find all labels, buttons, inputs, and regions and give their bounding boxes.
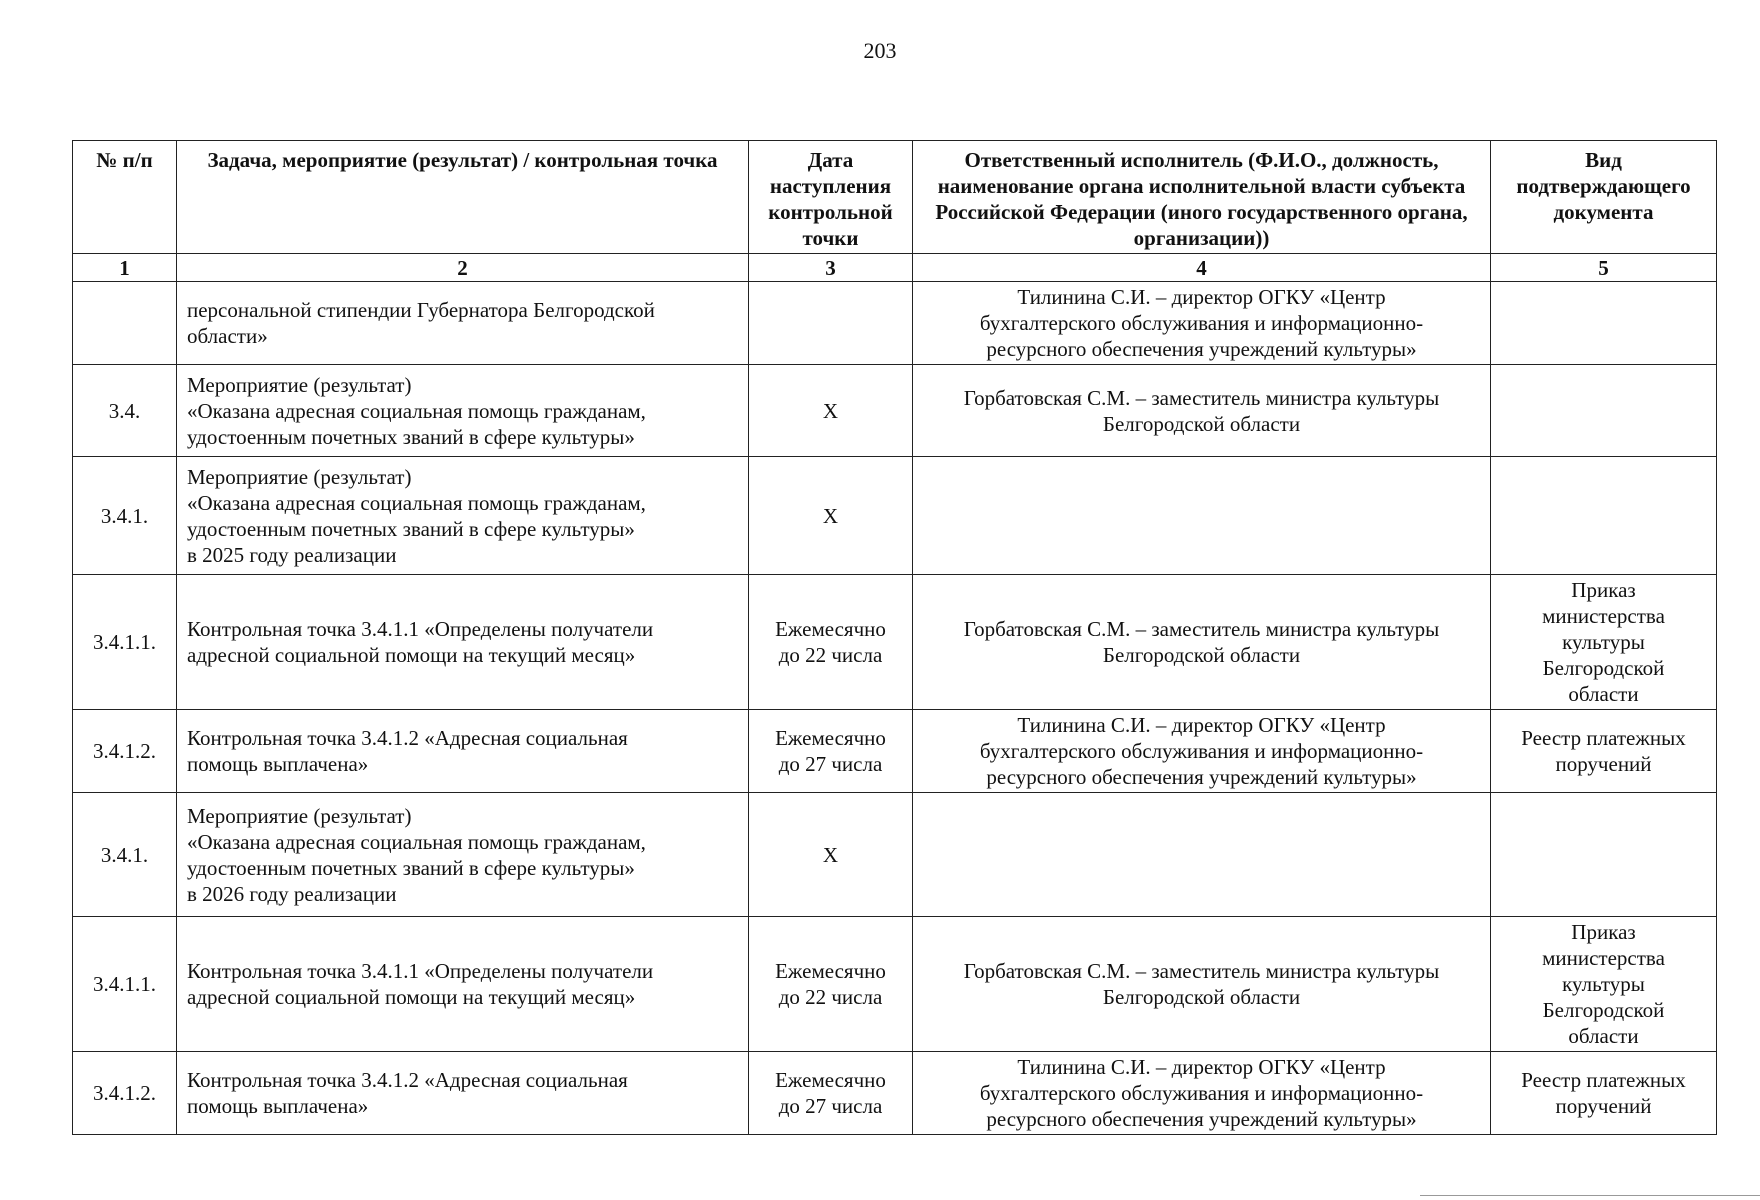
cell-task — [177, 365, 749, 457]
cell-date — [749, 710, 913, 793]
cell-number: 3.4.1.2. — [73, 1052, 177, 1135]
cell-task-line: Мероприятие (результат) — [187, 803, 412, 828]
column-number: 5 — [1491, 254, 1717, 282]
table-row — [73, 282, 1717, 365]
cell-document-line: Приказ — [1571, 578, 1636, 602]
cell-task-line: адресной социальной помощи на текущий месяц» — [187, 643, 636, 667]
cell-task-line: помощь выплачена» — [187, 1094, 369, 1118]
cell-task-line: Мероприятие (результат) — [187, 372, 412, 397]
cell-task — [177, 575, 749, 710]
cell-executor — [913, 457, 1491, 575]
cell-document-line: Реестр платежных — [1521, 726, 1686, 750]
cell-executor — [913, 710, 1491, 793]
cell-date-line: Ежемесячно — [775, 726, 886, 750]
cell-executor — [913, 917, 1491, 1052]
cell-document — [1491, 365, 1717, 457]
cell-number: 3.4.1.1. — [73, 575, 177, 710]
cell-document — [1491, 1052, 1717, 1135]
cell-date — [749, 793, 913, 917]
cell-number: 3.4.1. — [73, 457, 177, 575]
table-row — [73, 365, 1717, 457]
header-document: Вид подтверждающего документа — [1491, 141, 1717, 254]
cell-task-line: «Оказана адресная социальная помощь гражданам, — [187, 398, 646, 423]
cell-executor — [913, 793, 1491, 917]
scan-edge-line — [1420, 1195, 1760, 1196]
table-row — [73, 710, 1717, 793]
cell-task-line: Контрольная точка 3.4.1.2 «Адресная социальная — [187, 1068, 628, 1092]
plan-table — [72, 140, 1717, 1135]
cell-date — [749, 457, 913, 575]
cell-task — [177, 282, 749, 365]
cell-document-line: Приказ — [1571, 920, 1636, 944]
cell-task-line: персональной стипендии Губернатора Белгородской — [187, 298, 655, 322]
cell-document-line: Реестр платежных — [1521, 1068, 1686, 1092]
header-task: Задача, мероприятие (результат) / контрольная точка — [177, 141, 749, 254]
page-number: 203 — [863, 38, 897, 63]
table-row — [73, 457, 1717, 575]
cell-date-line: Ежемесячно — [775, 1068, 886, 1092]
cell-document-line: Белгородской — [1542, 998, 1665, 1022]
cell-executor-line: бухгалтерского обслуживания и информационно- — [979, 311, 1424, 335]
cell-task — [177, 793, 749, 917]
header-num: № п/п — [73, 141, 177, 254]
cell-document-line: культуры — [1562, 630, 1645, 654]
cell-executor-line: бухгалтерского обслуживания и информационно- — [979, 1081, 1424, 1105]
cell-task — [177, 917, 749, 1052]
cell-task-line: Контрольная точка 3.4.1.1 «Определены получатели — [187, 959, 654, 983]
cell-executor-line: ресурсного обеспечения учреждений культуры» — [986, 1107, 1417, 1131]
cell-executor-line: Белгородской области — [1102, 643, 1301, 667]
cell-date-line: Х — [822, 503, 839, 528]
cell-task-line: удостоенным почетных званий в сфере культуры» — [187, 516, 635, 541]
cell-task-line: Контрольная точка 3.4.1.1 «Определены получатели — [187, 617, 654, 641]
cell-date — [749, 575, 913, 710]
cell-document-line: Белгородской — [1542, 656, 1665, 680]
cell-task-line: в 2025 году реализации — [187, 542, 397, 567]
cell-document-line: области — [1568, 682, 1639, 706]
cell-document — [1491, 793, 1717, 917]
table-body — [73, 282, 1717, 1135]
cell-task — [177, 457, 749, 575]
cell-number: 3.4.1.1. — [73, 917, 177, 1052]
cell-document — [1491, 917, 1717, 1052]
cell-date-line: Х — [822, 842, 839, 867]
column-number-row — [73, 254, 1717, 282]
cell-executor-line: бухгалтерского обслуживания и информационно- — [979, 739, 1424, 763]
table-row — [73, 1052, 1717, 1135]
cell-document — [1491, 457, 1717, 575]
cell-executor-line: Горбатовская С.М. – заместитель министра культуры — [963, 617, 1440, 641]
table-row — [73, 917, 1717, 1052]
cell-task-line: Контрольная точка 3.4.1.2 «Адресная социальная — [187, 726, 628, 750]
cell-document — [1491, 710, 1717, 793]
cell-task — [177, 1052, 749, 1135]
cell-task-line: «Оказана адресная социальная помощь гражданам, — [187, 490, 646, 515]
cell-task-line: удостоенным почетных званий в сфере культуры» — [187, 855, 635, 880]
cell-document-line: культуры — [1562, 972, 1645, 996]
cell-number: 3.4. — [73, 365, 177, 457]
header-executor: Ответственный исполнитель (Ф.И.О., должность, наименование органа исполнительной власти субъекта Российской Федерации (иного государственного органа, организации)) — [913, 141, 1491, 254]
cell-document — [1491, 575, 1717, 710]
cell-date-line: до 22 числа — [778, 643, 883, 667]
cell-executor-line: ресурсного обеспечения учреждений культуры» — [986, 765, 1417, 789]
column-number: 4 — [913, 254, 1491, 282]
cell-date-line: до 27 числа — [778, 752, 883, 776]
cell-document-line: поручений — [1555, 752, 1652, 776]
cell-date — [749, 365, 913, 457]
cell-executor-line: Тилинина С.И. – директор ОГКУ «Центр — [1017, 285, 1386, 309]
cell-task-line: Мероприятие (результат) — [187, 464, 412, 489]
header-row — [73, 141, 1717, 254]
cell-document-line: министерства — [1542, 946, 1665, 970]
cell-executor-line: Белгородской области — [1102, 411, 1301, 436]
cell-executor-line: Тилинина С.И. – директор ОГКУ «Центр — [1017, 713, 1386, 737]
cell-task-line: удостоенным почетных званий в сфере культуры» — [187, 424, 635, 449]
table-row — [73, 575, 1717, 710]
cell-date-line: до 22 числа — [778, 985, 883, 1009]
column-number: 1 — [73, 254, 177, 282]
cell-number: 3.4.1.2. — [73, 710, 177, 793]
column-number: 3 — [749, 254, 913, 282]
cell-date — [749, 282, 913, 365]
cell-executor-line: Тилинина С.И. – директор ОГКУ «Центр — [1017, 1055, 1386, 1079]
column-number: 2 — [177, 254, 749, 282]
cell-date — [749, 1052, 913, 1135]
cell-task-line: в 2026 году реализации — [187, 881, 397, 906]
cell-date-line: Х — [822, 398, 839, 423]
cell-task-line: «Оказана адресная социальная помощь гражданам, — [187, 829, 646, 854]
cell-executor-line: ресурсного обеспечения учреждений культуры» — [986, 337, 1417, 361]
cell-document-line: поручений — [1555, 1094, 1652, 1118]
cell-executor — [913, 365, 1491, 457]
cell-executor-line: Горбатовская С.М. – заместитель министра культуры — [963, 959, 1440, 983]
cell-executor-line: Белгородской области — [1102, 985, 1301, 1009]
table-row — [73, 793, 1717, 917]
cell-executor — [913, 575, 1491, 710]
cell-date — [749, 917, 913, 1052]
cell-document-line: области — [1568, 1024, 1639, 1048]
cell-date-line: Ежемесячно — [775, 959, 886, 983]
cell-executor-line: Горбатовская С.М. – заместитель министра культуры — [963, 385, 1440, 410]
cell-number: 3.4.1. — [73, 793, 177, 917]
header-date: Дата наступления контрольной точки — [749, 141, 913, 254]
cell-executor — [913, 1052, 1491, 1135]
cell-document-line: министерства — [1542, 604, 1665, 628]
cell-date-line: до 27 числа — [778, 1094, 883, 1118]
cell-task — [177, 710, 749, 793]
cell-executor — [913, 282, 1491, 365]
cell-task-line: помощь выплачена» — [187, 752, 369, 776]
cell-date-line: Ежемесячно — [775, 617, 886, 641]
cell-document — [1491, 282, 1717, 365]
cell-task-line: адресной социальной помощи на текущий месяц» — [187, 985, 636, 1009]
cell-task-line: области» — [187, 324, 268, 348]
cell-number — [73, 282, 177, 365]
